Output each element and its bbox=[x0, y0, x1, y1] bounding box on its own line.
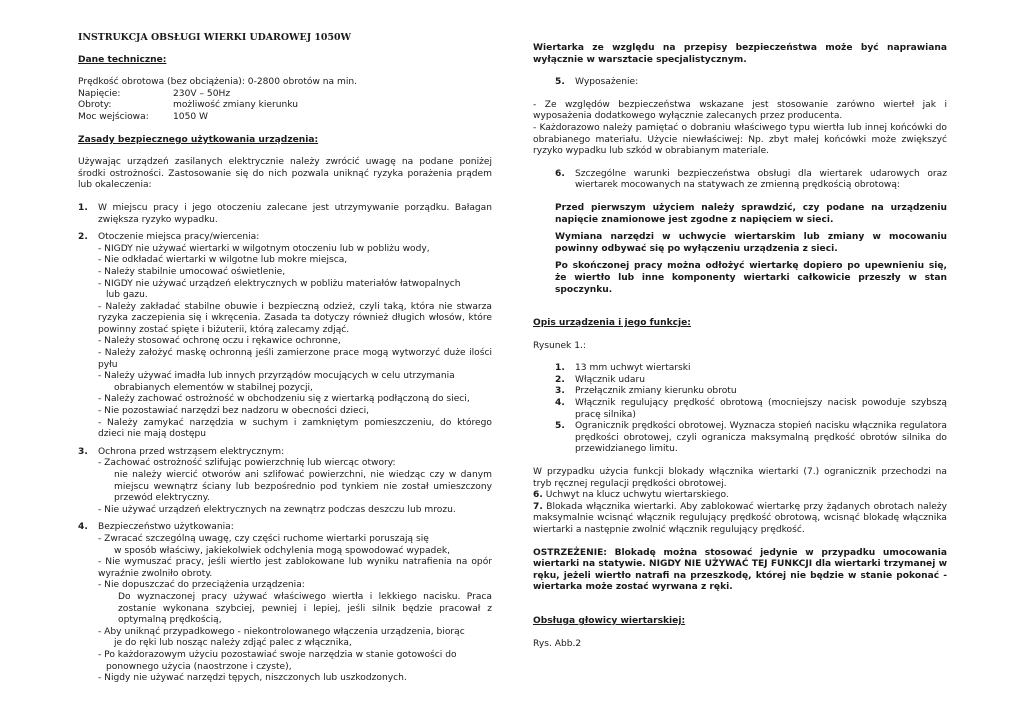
safety-rule-3: 3. Ochrona przed wstrząsem elektrycznym: - Zachować ostrożność szlifując powierzchnię lub wiercąc otwory: nie należy wiercić otworów ani szlifować powierzchni, nie wiedząc czy w danym miejscu wewnątrz ściany lub bezpośrednio pod tynkiem nie został umieszczony przewód elektryczny. - Nie używać urządzeń elektrycznych na zewnątrz podczas deszczu lub mrozu. bbox=[78, 446, 492, 515]
safety-intro: Używając urządzeń zasilanych elektrycznie należy zwrócić uwagę na podane poniżej środki ostrożności. Zastosowanie się do nich pozwala uniknąć ryzyka porażenia prądem lub okaleczenia: bbox=[78, 157, 492, 191]
part-item: 2. Włącznik udaru bbox=[555, 374, 645, 385]
bold-warnings bbox=[533, 203, 947, 296]
safety-rule-5: 5. Wyposażenie: bbox=[555, 77, 639, 88]
item-6: 6. Uchwyt na klucz uchwytu wiertarskiego. bbox=[533, 490, 729, 501]
equipment-para-1: - Ze względów bezpieczeństwa wskazane jest stosowanie zarówno wierteł jak i wyposażenia dodatkowego wyłącznie zalecanych przez producenta. bbox=[533, 99, 947, 122]
figure-1-label: Rysunek 1.: bbox=[533, 340, 586, 351]
safety-rule-2: 2. Otoczenie miejsca pracy/wiercenia: - NIGDY nie używać wiertarki w wilgotnym otoczeniu lub w pobliżu wody, - Nie odkładać wiertarki w wilgotne lub mokre miejsca, - Należy stabilnie umocować oświetlenie, - NIGDY nie używać urządzeń elektrycznych w pobliżu materiałów łatwopalnych lub gazu. - Należy zakładać stabilne obuwie i bezpieczną odzież, czyli taką, która nie stwarza ryzyka zaczepienia się i wkręcenia. Zasada ta dotyczy również długich włosów, które powinny zostać spięte i biżuterii, którą zalecamy zdjąć. - Należy stosować ochronę oczu i rękawice ochronne, - Należy założyć maskę ochronną jeśli zamierzone prace mogą wytworzyć duże ilości pyłu - Należy używać imadła lub innych przyrządów mocujących w celu utrzymania obrabianych elementów w stabilnej pozycji, - Należy zachować ostrożność w obchodzeniu się z wiertarką podłączoną do sieci, - Nie pozostawiać narzędzi bez nadzoru w obecności dzieci, - Należy zamykać narzędzia w suchym i zamkniętym pomieszczeniu, do którego dzieci nie mają dostępu bbox=[78, 232, 492, 440]
safety-rule-1: 1. W miejscu pracy i jego otoczeniu zalecane jest utrzymywanie porządku. Bałagan zwiększa ryzyko wypadku. bbox=[78, 202, 492, 225]
part-item: 4. Włącznik regulujący prędkość obrotową (mocniejszy nacisk powoduje szybszą pracę silnika) bbox=[555, 398, 947, 420]
part-item: 3. Przełącznik zmiany kierunku obrotu bbox=[555, 386, 737, 397]
spec-power: Moc wejściowa: 1050 W bbox=[78, 111, 209, 122]
spec-list bbox=[78, 77, 492, 123]
safety-heading: Zasady bezpiecznego użytkowania urządzenia: bbox=[78, 134, 319, 145]
safety-rule-4: 4. Bezpieczeństwo użytkowania: - Zwracać szczególną uwagę, czy części ruchome wiertarki poruszają się w sposób właściwy, jakiekolwiek odchylenia mogą spowodować wypadek, - Nie wymuszać pracy, jeśli wiertło jest zablokowane lub wyniku natrafienia na opór wyraźnie zwolniło obroty. - Nie dopuszczać do przeciążenia urządzenia: Do wyznaczonej pracy używać właściwego wiertła i lekkiego nacisku. Praca zostanie wykonana szybciej, pewniej i lepiej, jeśli silnik będzie pracował z optymalną prędkością, - Aby uniknąć przypadkowego - niekontrolowanego włączenia urządzenia, biorąc je do ręki lub nosząc należy zdjąć palec z włącznika, - Po każdorazowym użyciu pozostawiać swoje narzędzia w stanie gotowości do ponownego użycia (naostrzone i czyste), - Nigdy nie używać narzędzi tępych, niszczonych lub uszkodzonych. bbox=[78, 522, 492, 684]
spec-voltage: Napięcie: 230V – 50Hz bbox=[78, 88, 231, 99]
drill-head-heading: Obsługa głowicy wiertarskiej: bbox=[533, 615, 686, 626]
spec-rotation: Obroty: możliwość zmiany kierunku bbox=[78, 100, 299, 111]
spec-speed: Prędkość obrotowa (bez obciążenia): 0-2800 obrotów na min. bbox=[78, 77, 358, 88]
part-item: 1. 13 mm uchwyt wiertarski bbox=[555, 363, 691, 374]
item-7: 7. Blokada włącznika wiertarki. Aby zablokować wiertarkę przy żądanych obrotach należy maksymalnie wcisnąć włącznik regulujący prędkość obrotową, wcisnąć blokadę włącznika wiertarki a następnie zwolnić włącznik regulujący prędkość. bbox=[533, 501, 947, 535]
right-column bbox=[533, 43, 947, 650]
document-title: INSTRUKCJA OBSŁUGI WIERKI UDAROWEJ 1050W bbox=[78, 32, 352, 43]
part-item: 5. Ogranicznik prędkości obrotowej. Wyznacza stopień nacisku włącznika regulatora prędkości obrotowej, czyli ogranicza maksymalną prędkość obrotów silnika do przewidzianego limitu. bbox=[555, 421, 947, 455]
lock-paragraph: W przypadku użycia funkcji blokady włącznika wiertarki (7.) ogranicznik przechodzi na tryb ręcznej regulacji prędkości obrotowej. bbox=[533, 467, 947, 489]
left-column bbox=[78, 32, 492, 685]
parts-list bbox=[533, 363, 947, 456]
equipment-para-2: - Każdorazowo należy pamiętać o dobraniu właściwego typu wiertła lub innej końcówki do obrabianego materiału. Użycie niewłaściwej: Np. zbyt małej końcówki może zwiększyć ryzyko wypadku lub szkód w obrabianym materiale. bbox=[533, 122, 947, 157]
tech-data-heading: Dane techniczne: bbox=[78, 54, 167, 65]
lock-warning: OSTRZEŻENIE: Blokadę można stosować jedynie w przypadku umocowania wiertarki na statywie. NIGDY NIE UŻYWAĆ TEJ FUNKCJI dla wiertarki trzymanej w ręku, jeżeli wiertło natrafi na przeszkodę, której nie będzie w stanie pokonać - wiertarka może zostać wyrwana z ręki. bbox=[533, 547, 947, 593]
repair-note: Wiertarka ze względu na przepisy bezpieczeństwa może być naprawiana wyłącznie w warsztacie specjalistycznym. bbox=[533, 43, 947, 65]
warning-tool-change: Wymiana narzędzi w uchwycie wiertarskim lub zmiany w mocowaniu powinny odbywać się po wyłączeniu urządzenia z sieci. bbox=[555, 232, 947, 254]
safety-rule-6: 6. Szczególne warunki bezpieczeństwa obsługi dla wiertarek udarowych oraz wiertarek mocowanych na statywach ze zmienną prędkością obrotową: bbox=[555, 168, 947, 191]
warning-rest: Po skończonej pracy można odłożyć wiertarkę dopiero po upewnieniu się, że wiertło lub inne komponenty wiertarki całkowicie przeszły w stan spoczynku. bbox=[555, 261, 947, 295]
description-heading: Opis urządzenia i jego funkcje: bbox=[533, 318, 691, 329]
warning-voltage: Przed pierwszym użyciem należy sprawdzić, czy podane na urządzeniu napięcie znamionowe jest zgodne z napięciem w sieci. bbox=[555, 202, 947, 225]
figure-2-label: Rys. Abb.2 bbox=[533, 638, 582, 649]
